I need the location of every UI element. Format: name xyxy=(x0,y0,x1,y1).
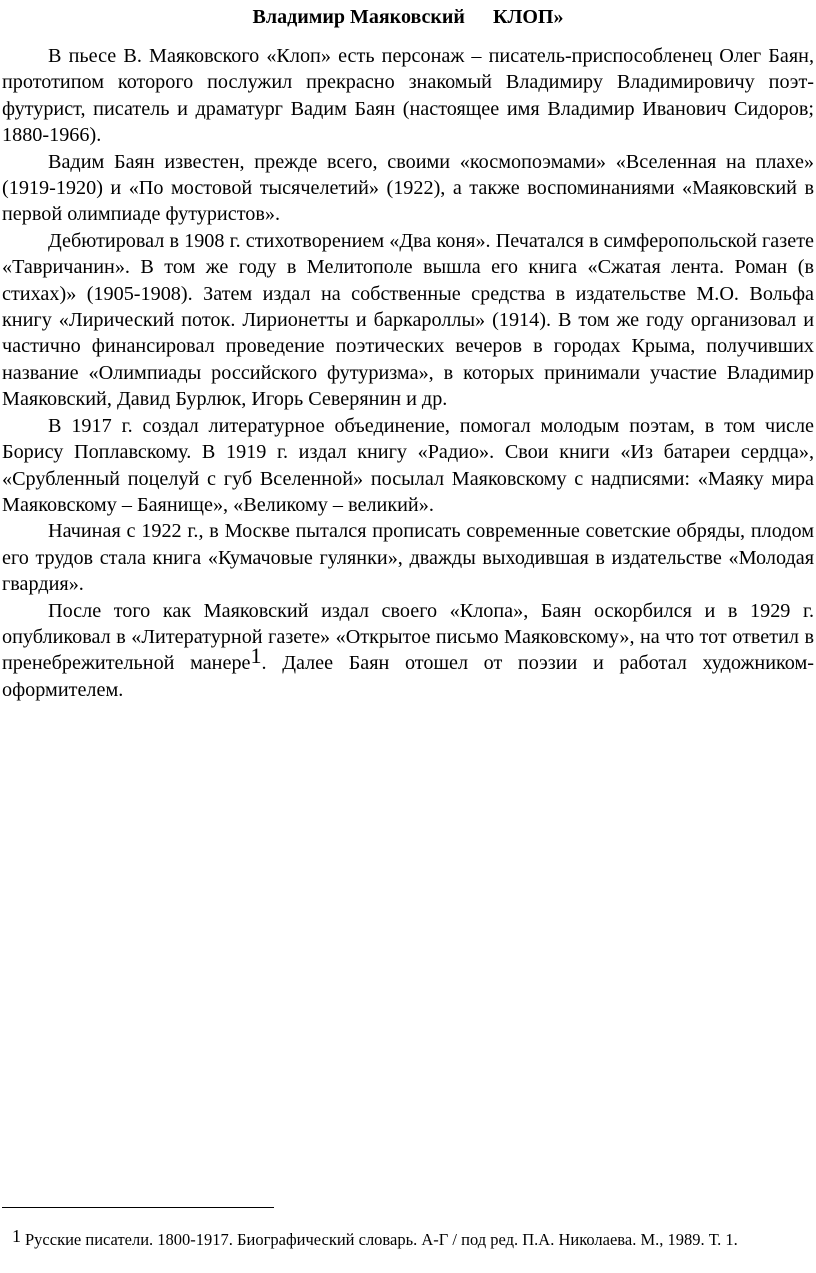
title-author: Владимир Маяковский xyxy=(252,6,465,28)
footnote xyxy=(12,1225,812,1251)
page-title xyxy=(0,4,816,30)
article-body xyxy=(2,43,814,703)
footnote-mark: 1 xyxy=(12,1226,21,1246)
paragraph-text: После того как Маяковский издал своего «Клопа», Баян оскорбился и в 1929 г. опубликовал в «Литературной газете» «Открытое письмо Маяковскому», на что тот ответил в пренебрежительной манере xyxy=(2,599,814,675)
footnote-reference[interactable]: 1 xyxy=(250,643,262,669)
paragraph: Дебютировал в 1908 г. стихотворением «Два коня». Печатался в симферопольской газете «Тавричанин». В том же году в Мелитополе вышла его книга «Сжатая лента. Роман (в стихах)» (1905-1908). Затем издал на собственные средства в издательстве М.О. Вольфа книгу «Лирический поток. Лирионетты и баркароллы» (1914). В том же году организовал и частично финансировал проведение поэтических вечеров в городах Крыма, получивших название «Олимпиады российского футуризма», в которых принимали участие Владимир Маяковский, Давид Бурлюк, Игорь Северянин и др. xyxy=(2,229,814,411)
paragraph: Вадим Баян известен, прежде всего, своими «космопоэмами» «Вселенная на плахе» (1919-1920) и «По мостовой тысячелетий» (1922), а также воспоминаниями «Маяковский в первой олимпиаде футуристов». xyxy=(2,150,814,226)
paragraph-text: . Далее Баян отошел от поэзии и работал художником-оформителем. xyxy=(2,652,814,701)
paragraph: Начиная с 1922 г., в Москве пытался прописать современные советские обряды, плодом его трудов стала книга «Кумачовые гулянки», дважды выходившая в издательстве «Молодая гвардия». xyxy=(2,520,814,596)
footnote-separator xyxy=(2,1207,274,1208)
paragraph-last xyxy=(2,598,814,704)
title-work: КЛОП» xyxy=(492,6,564,28)
paragraph: В пьесе В. Маяковского «Клоп» есть персонаж – писатель-приспособленец Олег Баян, прототипом которого послужил прекрасно знакомый Владимиру Владимировичу поэт-футурист, писатель и драматург Вадим Баян (настоящее имя Владимир Иванович Сидоров; 1880-1966). xyxy=(2,45,814,147)
footnote-text: Русские писатели. 1800-1917. Биографический словарь. А-Г / под ред. П.А. Николаева. М., 1989. Т. 1. xyxy=(25,1230,738,1249)
paragraph: В 1917 г. создал литературное объединение, помогал молодым поэтам, в том числе Борису Поплавскому. В 1919 г. издал книгу «Радио». Свои книги «Из батареи сердца», «Срубленный поцелуй с губ Вселенной» посылал Маяковскому с надписями: «Маяку мира Маяковскому – Баянище», «Великому – великий». xyxy=(2,414,814,516)
